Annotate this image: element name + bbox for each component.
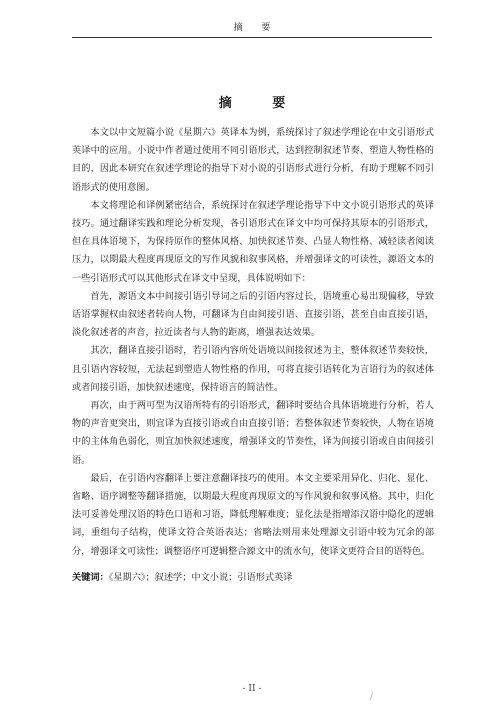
paragraph-2: 本文将理论和译例紧密结合，系统探讨在叙述学理论指导下中文小说引语形式的英译技巧。通过翻译实践和理论分析发现，各引语形式在译文中均可保持其原本的引语形式，但在具体语境下，为保持原作的整体风格、加快叙述节奏、凸显人物性格、减轻读者阅读压力，以期最大程度再现原文的写作风貌和叙事风格，并增强译文的可读性，源语文本的一些引语形式可以其他形式在译文中呈现，具体说明如下： <box>72 199 434 284</box>
keywords-label: 关键词： <box>72 572 109 583</box>
keywords-line <box>72 571 434 585</box>
paragraph-4: 其次，翻译直接引语时，若引语内容所处语境以间接叙述为主，整体叙述节奏较快，且引语内容较短，无法起到塑造人物性格的作用，可将直接引语转化为言语行为的叙述体或者间接引语，加快叙述速度，保持语言的简洁性。 <box>72 345 434 393</box>
paragraph-5: 再次，由于两可型为汉语所特有的引语形式，翻译时要结合具体语境进行分析，若人物的声音更突出，则宜译为直接引语或自由直接引语；若整体叙述节奏较快，人物在语境中的主体角色弱化，则宜加快叙述速度，增强译文的节奏性，译为间接引语或自由间接引语。 <box>72 400 434 466</box>
page-title: 摘 要 <box>218 96 304 111</box>
paragraph-6: 最后，在引语内容翻译上要注意翻译技巧的使用。本文主要采用异化、归化、显化、省略、语序调整等翻译措施，以期最大程度再现原文的写作风貌和叙事风格。其中，归化法可妥善处理汉语的特色口语和习语，降低理解难度；显化法是指增添汉语中隐化的逻辑词，重组句子结构，使译文符合英语表达；省略法则用来处理源文引语中较为冗余的部分，增强译文可读性；调整语序可逻辑整合源文中的流水句，使译文更符合目的语特色。 <box>72 472 434 557</box>
corner-mark: / <box>370 692 374 702</box>
page-number: - II - <box>242 684 262 694</box>
running-header: 摘 要 <box>233 23 279 33</box>
header-divider <box>72 37 432 38</box>
paragraph-3: 首先，源语文本中间接引语引导词之后的引语内容过长，语境重心易出现偏移，导致话语掌握权由叙述者转向人物，可翻译为自由间接引语、直接引语，甚至自由直接引语，淡化叙述者的声音，拉近读者与人物的距离，增强表达效果。 <box>72 290 434 339</box>
paragraph-1: 本文以中文短篇小说《星期六》英译本为例，系统探讨了叙述学理论在中文引语形式英译中的应用。小说中作者通过使用不同引语形式，达到控制叙述节奏、塑造人物性格的目的，因此本研究在叙述学理论的指导下对小说的引语形式进行分析，有助于理解不同引语形式的使用意图。 <box>72 127 434 193</box>
abstract-body <box>72 124 434 561</box>
keywords-text: 《星期六》；叙述学；中文小说；引语形式英译 <box>108 572 293 583</box>
